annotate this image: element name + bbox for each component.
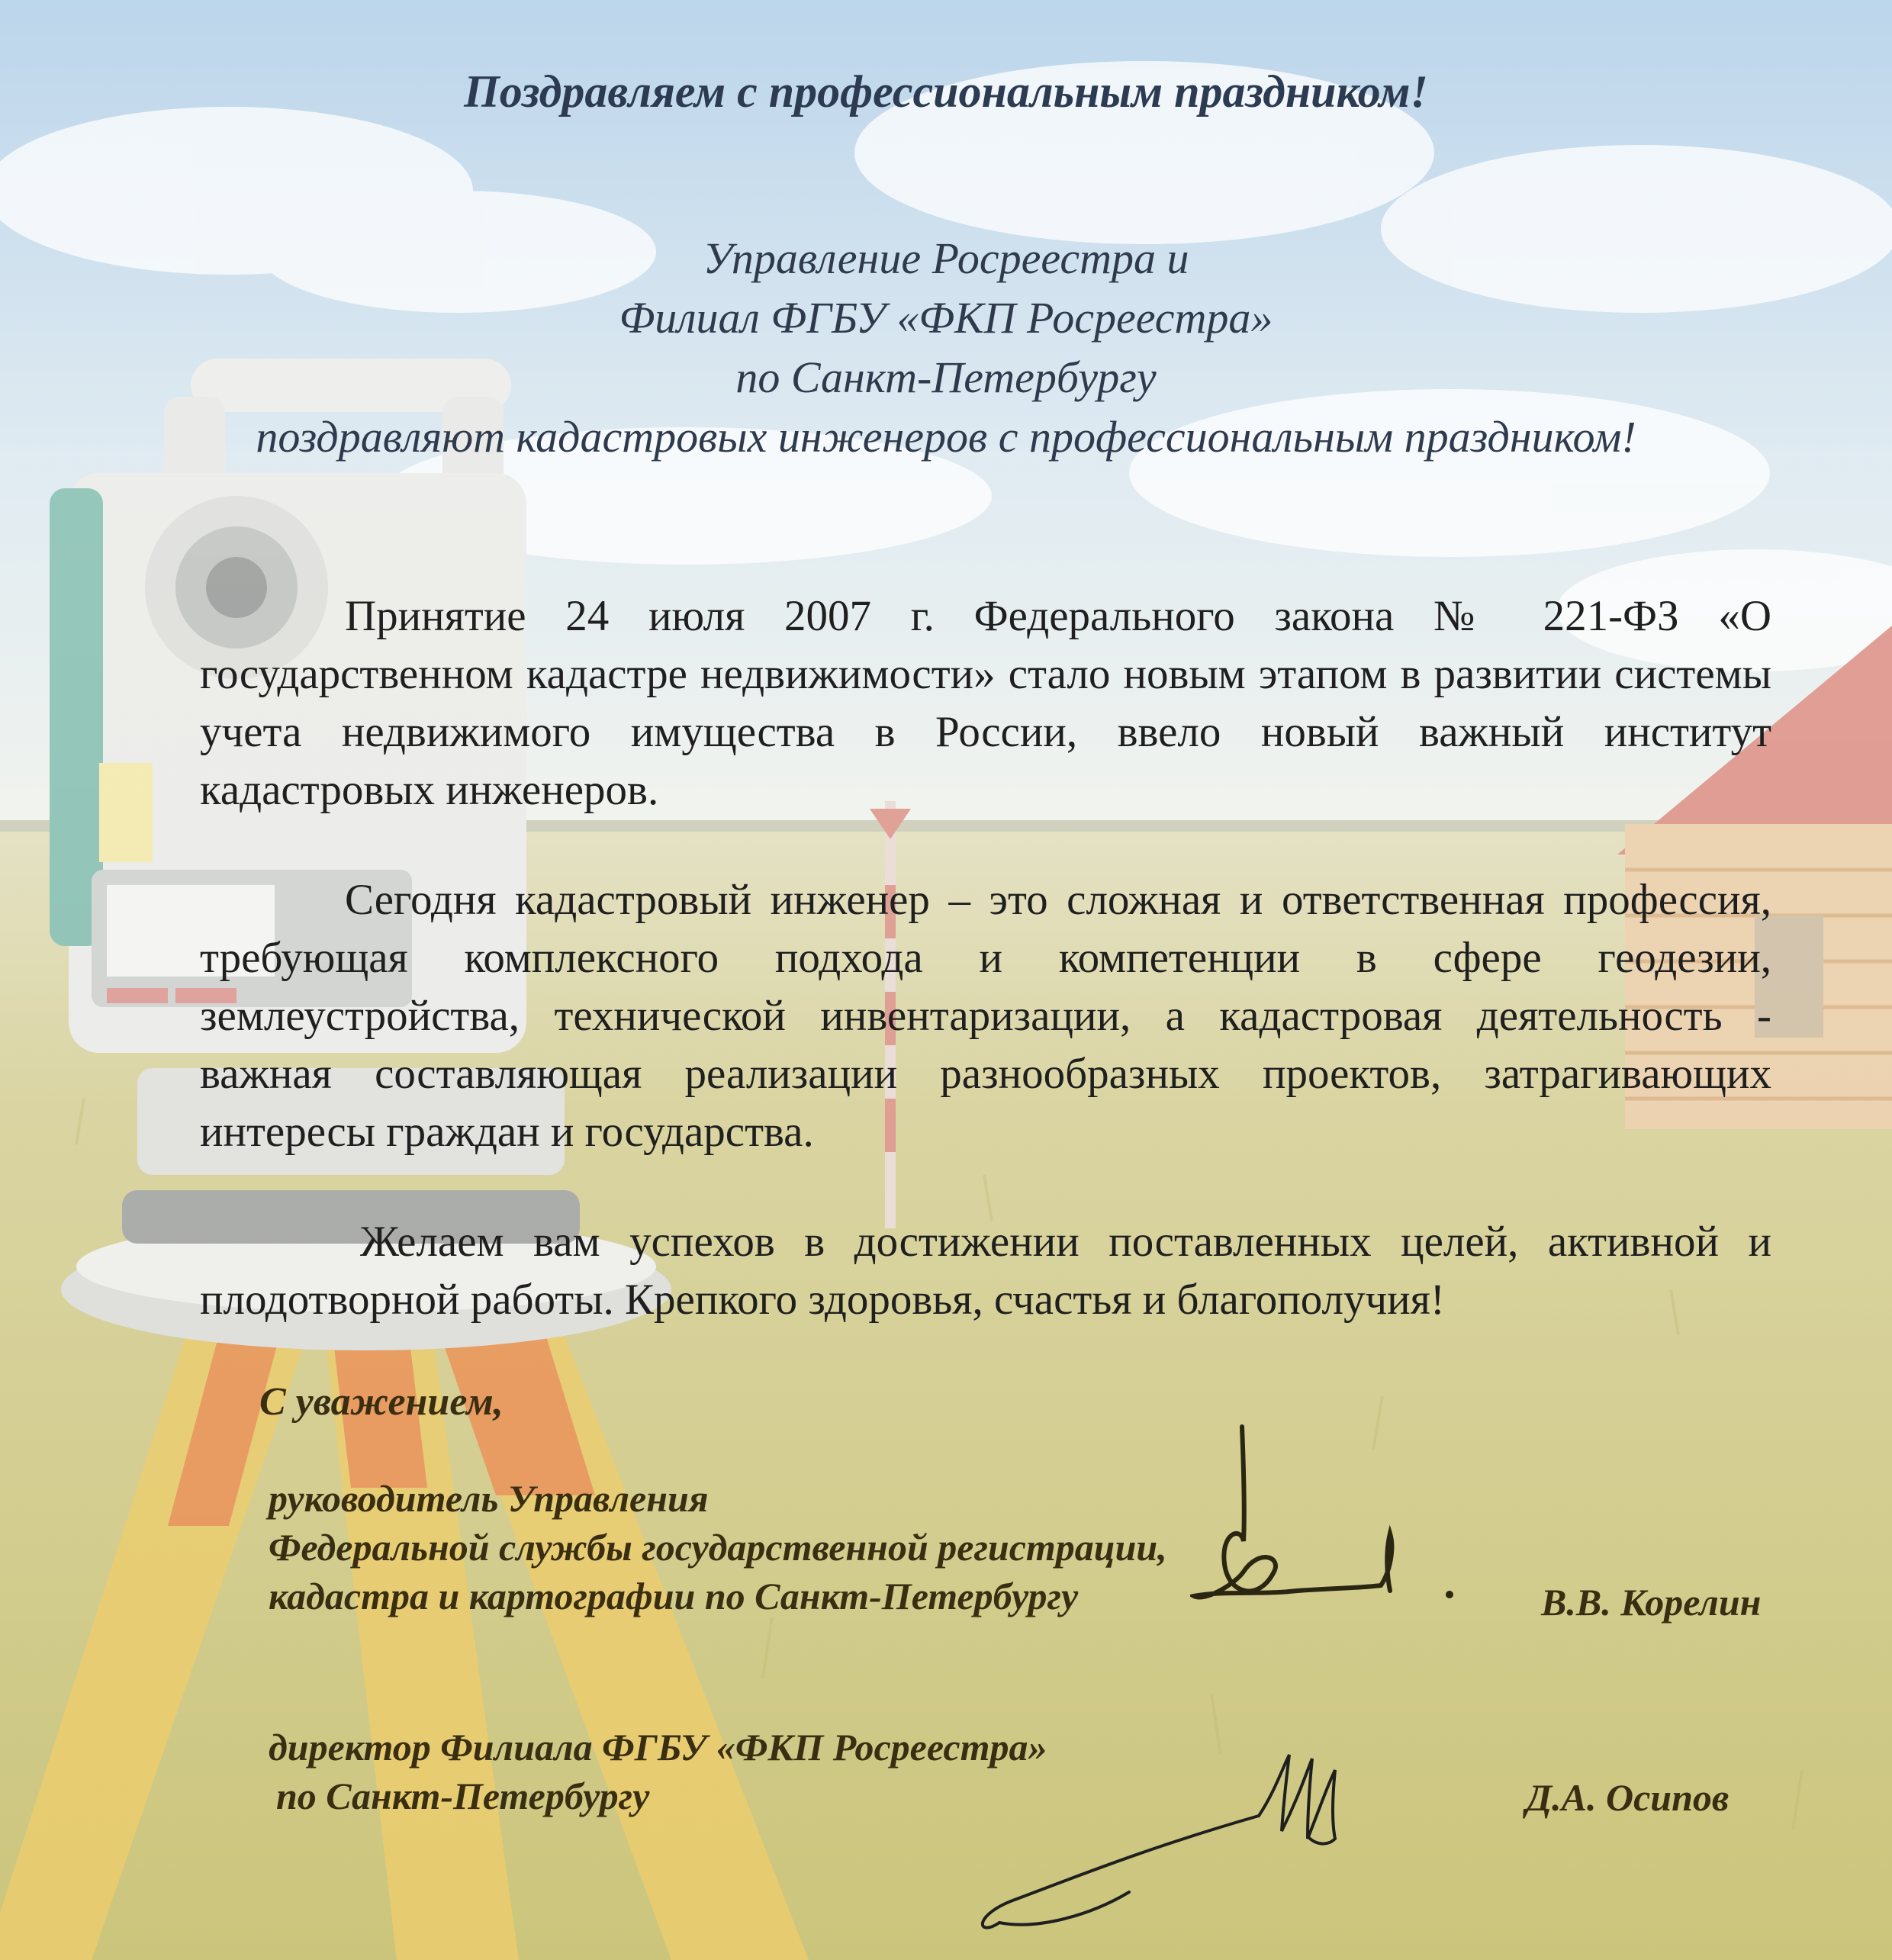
signatory-1-line-3: кадастра и картографии по Санкт-Петербургу: [269, 1575, 1079, 1617]
org-line-2: Филиал ФГБУ «ФКП Росреестра»: [619, 293, 1273, 343]
headline: Поздравляем с профессиональным праздником!: [464, 66, 1428, 117]
paragraph-2: [200, 871, 1771, 1161]
paragraph-3-text: Желаем вам успехов в достижении поставленных целей, активной и плодотворной работы. Крепкого здоровья, счастья и благополучия!: [200, 1218, 1771, 1324]
organizations-block: [0, 229, 1892, 467]
signatory-1-name: В.В. Корелин: [1541, 1581, 1762, 1624]
org-line-4: поздравляют кадастровых инженеров с профессиональным праздником!: [256, 412, 1636, 462]
signatory-1-position: [269, 1474, 1167, 1620]
paragraph-2-text: Сегодня кадастровый инженер – это сложная и ответственная профессия, требующая комплексного подхода и компетенции в сфере геодезии, землеустройства, технической инвентаризации, а кадастровая деятельность - важная составляющая реализации разнообразных проектов, затрагивающих интересы граждан и государства.: [200, 876, 1771, 1156]
closing-regards: С уважением,: [259, 1380, 504, 1424]
signature-2: [969, 1747, 1396, 1946]
signatory-1-line-2: Федеральной службы государственной регистрации,: [269, 1526, 1167, 1569]
org-line-1: Управление Росреестра и: [703, 233, 1189, 283]
signatory-2-name: Д.А. Осипов: [1526, 1776, 1730, 1819]
signatory-2-line-2: по Санкт-Петербургу: [276, 1775, 650, 1817]
org-line-3: по Санкт-Петербургу: [735, 352, 1157, 402]
paragraph-1-text: Принятие 24 июля 2007 г. Федерального закона № 221-ФЗ «О государственном кадастре недвижимости» стало новым этапом в развитии системы учета недвижимого имущества в России, ввело новый важный институт кадастровых инженеров.: [200, 592, 1771, 814]
signature-1: [1190, 1419, 1465, 1633]
paragraph-1: [200, 587, 1771, 819]
signatory-2-position: [269, 1723, 1047, 1820]
signatory-2-line-1: директор Филиала ФГБУ «ФКП Росреестра»: [269, 1726, 1047, 1769]
signatory-1-line-1: руководитель Управления: [269, 1477, 709, 1520]
paragraph-3: [200, 1213, 1771, 1329]
